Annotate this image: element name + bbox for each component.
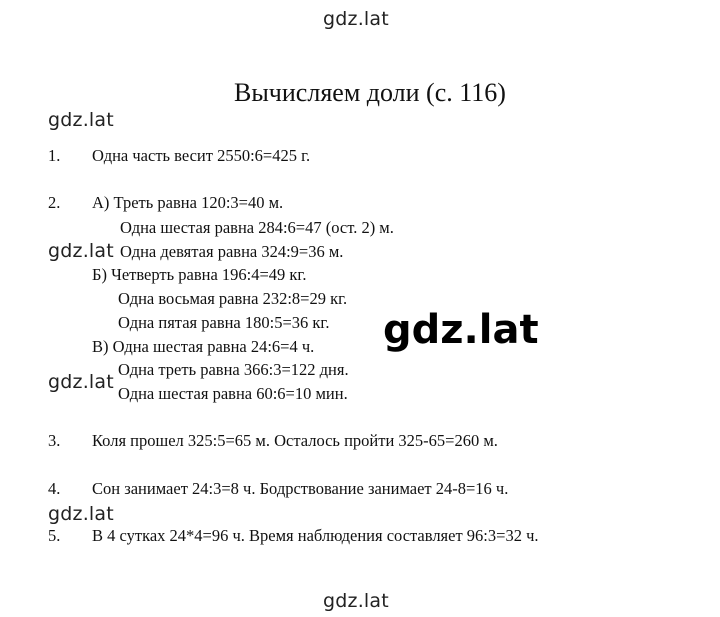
item-number: 2.: [48, 193, 61, 212]
item-line: В) Одна шестая равна 24:6=4 ч.: [92, 337, 315, 356]
item-line: Одна шестая равна 284:6=47 (ост. 2) м.: [120, 218, 394, 237]
item-line: Одна девятая равна 324:9=36 м.: [120, 242, 344, 261]
watermark-left: gdz.lat: [48, 371, 114, 393]
item-line: Одна треть равна 366:3=122 дня.: [118, 360, 349, 379]
watermark-left: gdz.lat: [48, 109, 114, 131]
item-number: 1.: [48, 146, 61, 165]
watermark-large: gdz.lat: [383, 307, 539, 353]
item-number: 4.: [48, 479, 61, 498]
watermark-left: gdz.lat: [48, 240, 114, 262]
item-number: 5.: [48, 526, 61, 545]
item-line: Коля прошел 325:5=65 м. Осталось пройти 325-65=260 м.: [92, 431, 498, 450]
page-title: Вычисляем доли (с. 116): [234, 78, 506, 107]
item-line: А) Треть равна 120:3=40 м.: [92, 193, 284, 212]
item-line: Одна восьмая равна 232:8=29 кг.: [118, 289, 348, 308]
item-line: Одна пятая равна 180:5=36 кг.: [118, 313, 330, 332]
item-line: Б) Четверть равна 196:4=49 кг.: [92, 265, 307, 284]
item-line: Сон занимает 24:3=8 ч. Бодрствование занимает 24-8=16 ч.: [92, 479, 509, 498]
watermark-top: gdz.lat: [323, 8, 389, 30]
item-line: В 4 сутках 24*4=96 ч. Время наблюдения составляет 96:3=32 ч.: [92, 526, 539, 545]
item-line: Одна часть весит 2550:6=425 г.: [92, 146, 311, 165]
item-number: 3.: [48, 431, 61, 450]
watermark-bottom: gdz.lat: [323, 590, 389, 612]
item-line: Одна шестая равна 60:6=10 мин.: [118, 384, 348, 403]
watermark-left: gdz.lat: [48, 503, 114, 525]
